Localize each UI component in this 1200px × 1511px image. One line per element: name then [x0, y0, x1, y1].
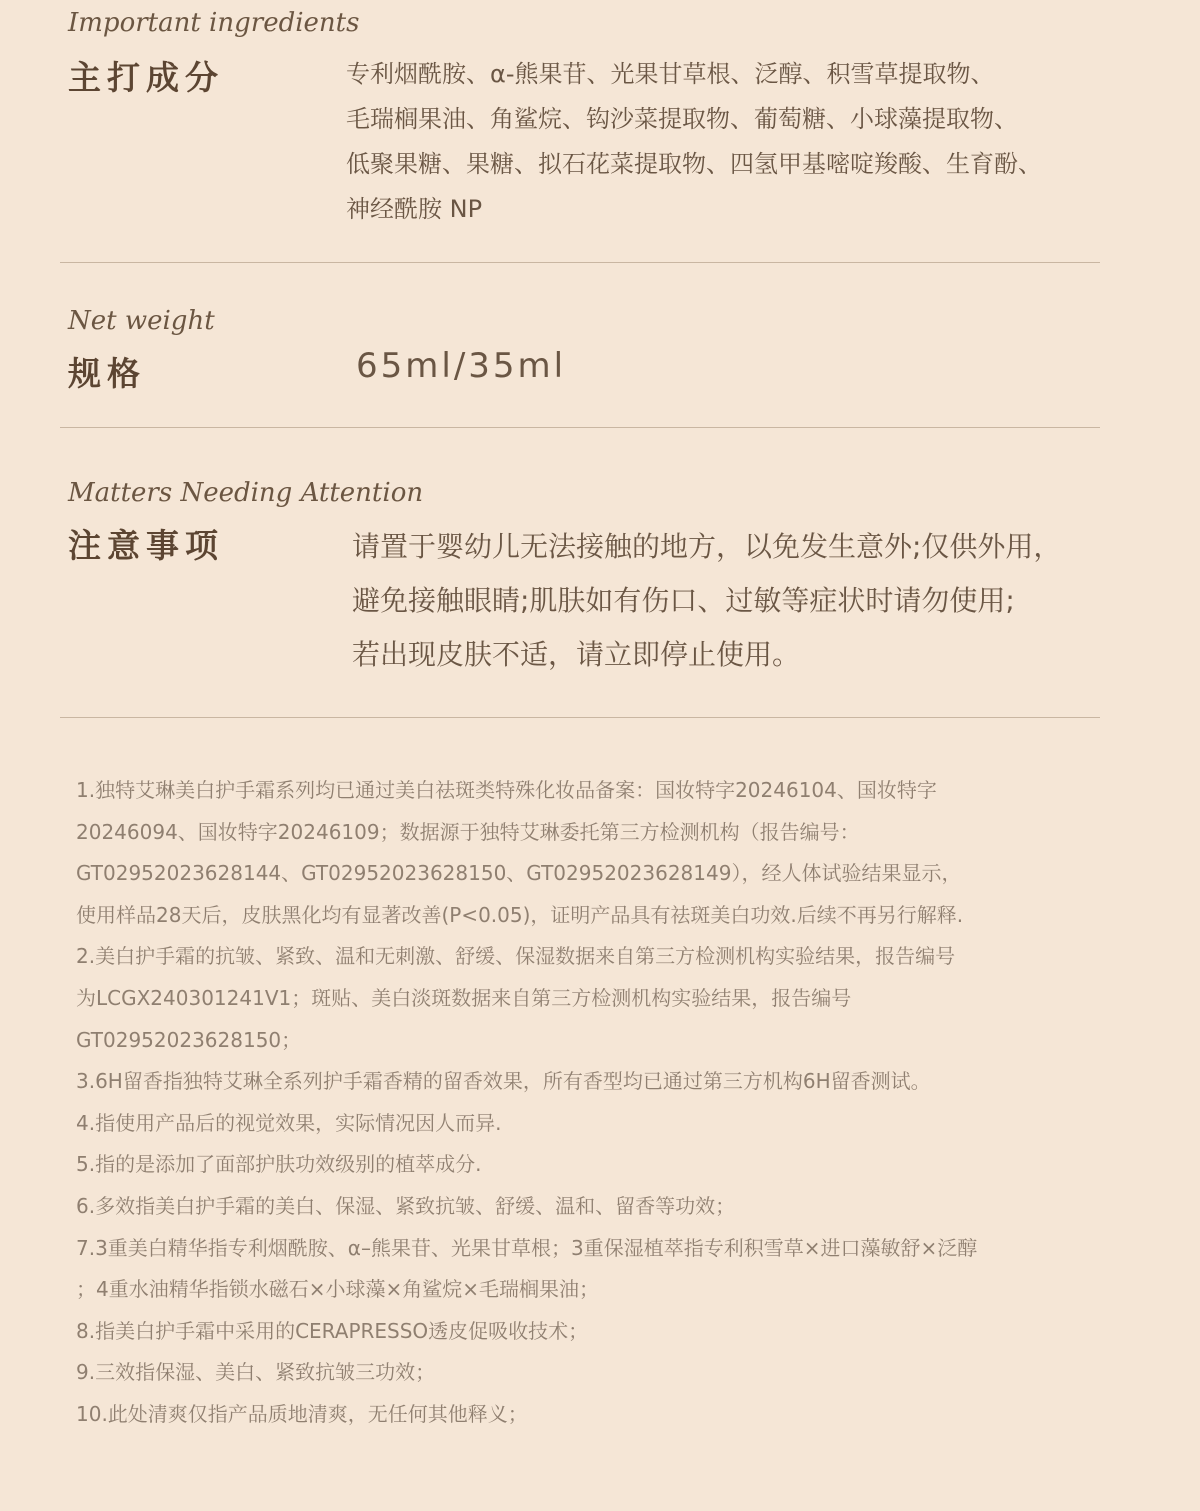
footnote-line: GT02952023628144、GT02952023628150、GT02952023628149），经人体试验结果显示，	[76, 861, 962, 886]
section-divider	[60, 262, 1100, 263]
attention-title-en: Matters Needing Attention	[68, 478, 424, 508]
footnote-line: 8.指美白护手霜中采用的CERAPRESSO透皮促吸收技术；	[76, 1318, 589, 1343]
ingredients-line: 低聚果糖、果糖、拟石花菜提取物、四氢甲基嘧啶羧酸、生育酚、	[346, 150, 1042, 178]
footnote-line: 1.独特艾琳美白护手霜系列均已通过美白祛斑类特殊化妆品备案：国妆特字20246104、国妆特字	[76, 778, 937, 802]
footnote-line: 10.此处清爽仅指产品质地清爽，无任何其他释义；	[76, 1401, 528, 1426]
net-weight-title-en: Net weight	[68, 306, 215, 336]
footnote-line: ；4重水油精华指锁水磁石×小球藻×角鲨烷×毛瑞榈果油；	[76, 1277, 599, 1302]
section-divider	[60, 427, 1100, 428]
ingredients-list	[346, 52, 1042, 232]
footnote-line: 7.3重美白精华指专利烟酰胺、α–熊果苷、光果甘草根；3重保湿植萃指专利积雪草×进口藻敏舒×泛醇	[76, 1235, 978, 1260]
ingredients-title-en: Important ingredients	[68, 8, 360, 38]
footnote-line: 6.多效指美白护手霜的美白、保湿、紧致抗皱、舒缓、温和、留香等功效；	[76, 1193, 736, 1218]
ingredients-line: 神经酰胺 NP	[346, 195, 483, 223]
footnote-line: 20246094、国妆特字20246109；数据源于独特艾琳委托第三方检测机构（报告编号：	[76, 819, 860, 844]
footnote-line: 4.指使用产品后的视觉效果，实际情况因人而异.	[76, 1110, 502, 1135]
section-divider	[60, 717, 1100, 718]
attention-line: 若出现皮肤不适，请立即停止使用。	[352, 638, 801, 671]
footnote-line: 9.三效指保湿、美白、紧致抗皱三功效；	[76, 1360, 436, 1385]
footnotes	[76, 770, 977, 1436]
attention-title-cn: 注意事项	[68, 526, 224, 565]
footnote-line: 使用样品28天后，皮肤黑化均有显著改善(P<0.05)，证明产品具有祛斑美白功效.后续不再另行解释.	[76, 902, 964, 927]
net-weight-value: 65ml/35ml	[356, 346, 567, 386]
ingredients-title-cn: 主打成分	[68, 58, 224, 97]
ingredients-line: 毛瑞榈果油、角鲨烷、钩沙菜提取物、葡萄糖、小球藻提取物、	[346, 105, 1018, 133]
footnote-line: 5.指的是添加了面部护肤功效级别的植萃成分.	[76, 1152, 482, 1177]
ingredients-line: 专利烟酰胺、α-熊果苷、光果甘草根、泛醇、积雪草提取物、	[346, 60, 995, 88]
attention-line: 避免接触眼睛;肌肤如有伤口、过敏等症状时请勿使用;	[352, 584, 1015, 617]
attention-line: 请置于婴幼儿无法接触的地方，以免发生意外;仅供外用，	[352, 530, 1062, 563]
footnote-line: 2.美白护手霜的抗皱、紧致、温和无刺激、舒缓、保湿数据来自第三方检测机构实验结果，报告编号	[76, 944, 956, 969]
footnote-line: GT02952023628150；	[76, 1027, 302, 1052]
net-weight-title-cn: 规格	[68, 354, 146, 393]
footnote-line: 为LCGX240301241V1；斑贴、美白淡斑数据来自第三方检测机构实验结果，报告编号	[76, 985, 852, 1010]
footnote-line: 3.6H留香指独特艾琳全系列护手霜香精的留香效果，所有香型均已通过第三方机构6H留香测试。	[76, 1069, 931, 1094]
attention-text	[352, 520, 1061, 682]
